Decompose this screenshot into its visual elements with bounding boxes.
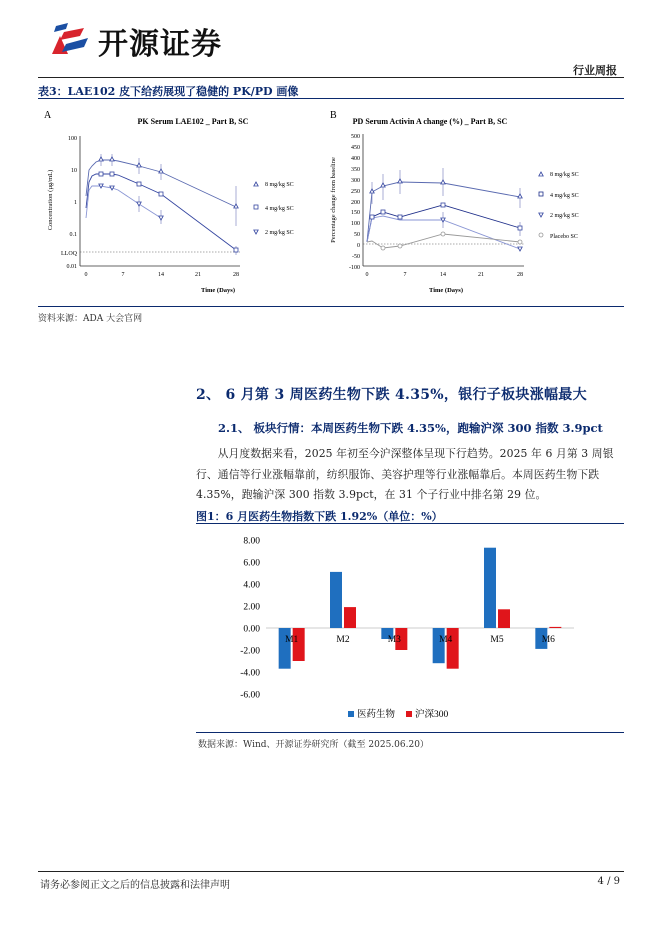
subsection-heading: 2.1、 板块行情：本周医药生物下跌 4.35%，跑输沪深 300 指数 3.9pct <box>218 421 603 435</box>
pk-x-tick: 21 <box>195 272 201 278</box>
pd-legend-2mg: 2 mg/kg SC <box>550 213 579 219</box>
pd-x-tick: 21 <box>478 272 484 278</box>
pk-y-label: Concentration (µg/mL) <box>47 169 54 231</box>
pd-x-label: Time (Days) <box>428 287 464 294</box>
pd-legend-placebo: Placebo SC <box>550 234 578 240</box>
pk-panel-title: PK Serum LAE102 _ Part B, SC <box>137 117 249 126</box>
pd-y-label: Percentage change from baseline <box>330 157 337 243</box>
y-tick-label: 6.00 <box>243 558 260 569</box>
monthly-return-chart <box>196 526 624 730</box>
bar-csi300-M6 <box>549 627 561 628</box>
figure1-caption: 图1：6 月医药生物指数下跌 1.92%（单位：%） <box>196 510 443 523</box>
pk-x-tick: 7 <box>121 272 125 278</box>
pd-y-tick: 400 <box>351 156 360 162</box>
bar-medicine-M5 <box>484 548 496 628</box>
bar-csi300-M2 <box>344 607 356 628</box>
pk-y-tick: 0.01 <box>66 264 77 270</box>
pk-y-tick: LLOQ <box>61 251 77 257</box>
y-tick-label: 2.00 <box>243 602 260 613</box>
figure1-top-rule <box>196 523 624 524</box>
pk-panel-letter: A <box>44 110 52 121</box>
pd-y-tick: 350 <box>351 167 360 173</box>
legend-label-csi300: 沪深300 <box>415 710 449 720</box>
pd-series-4mg <box>367 205 520 242</box>
pk-y-tick: 1 <box>74 200 77 206</box>
figure1-bottom-rule <box>196 732 624 733</box>
pk-legend-8mg: 8 mg/kg SC <box>265 182 294 188</box>
legend-label-medicine: 医药生物 <box>357 710 396 720</box>
pd-panel-letter: B <box>330 110 337 121</box>
bar-medicine-M2 <box>330 572 342 628</box>
pd-panel-title: PD Serum Activin A change (%) _ Part B, SC <box>352 117 508 126</box>
pd-legend-4mg: 4 mg/kg SC <box>550 193 579 199</box>
y-tick-label: -2.00 <box>240 646 260 657</box>
x-tick-label: M4 <box>439 635 453 645</box>
pk-panel <box>38 104 328 308</box>
pd-y-tick: -100 <box>349 265 360 271</box>
table3-bottom-rule <box>38 306 624 307</box>
pd-y-tick: 0 <box>357 243 360 249</box>
pd-x-tick: 28 <box>517 272 523 278</box>
bar-csi300-M5 <box>498 609 510 628</box>
legend-swatch-medicine <box>348 711 354 717</box>
footer-divider <box>38 871 624 872</box>
pk-y-tick: 100 <box>68 136 77 142</box>
x-tick-label: M5 <box>490 635 504 645</box>
header-divider <box>38 77 624 78</box>
pd-y-tick: 300 <box>351 178 360 184</box>
pk-x-tick: 28 <box>233 272 239 278</box>
body-paragraph: 从月度数据来看，2025 年初至今沪深整体呈现下行趋势。2025 年 6 月第 3 周银行、通信等行业涨幅靠前，纺织服饰、美容护理等行业涨幅靠后。本周医药生物下跌 4.35%，跑输沪深 300 指数 3.9pct，在 31 个子行业中排名第 29 位。 <box>196 447 614 501</box>
table3-top-rule <box>38 98 624 99</box>
brand-name: 开源证券 <box>98 27 222 62</box>
table3-caption: 表3：LAE102 皮下给药展现了稳健的 PK/PD 画像 <box>38 85 299 98</box>
x-tick-label: M3 <box>387 635 401 645</box>
y-tick-label: -6.00 <box>240 690 260 701</box>
pd-y-tick: 50 <box>354 232 360 238</box>
pk-x-tick: 14 <box>158 272 164 278</box>
table3-source: 资料来源：ADA 大会官网 <box>38 314 143 324</box>
pd-panel <box>326 104 626 308</box>
report-type-tag: 行业周报 <box>573 64 617 77</box>
pk-y-tick: 0.1 <box>69 232 77 238</box>
x-tick-label: M1 <box>285 635 299 645</box>
figure1-source: 数据来源：Wind、开源证券研究所（截至 2025.06.20） <box>198 740 429 750</box>
pd-x-tick: 14 <box>440 272 446 278</box>
brand-logo-icon <box>46 20 92 62</box>
pd-y-tick: 450 <box>351 145 360 151</box>
page-number: 4 / 9 <box>597 876 620 887</box>
pd-legend-8mg: 8 mg/kg SC <box>550 172 579 178</box>
pk-series-2mg <box>86 186 161 218</box>
pd-y-tick: 150 <box>351 210 360 216</box>
y-tick-label: 4.00 <box>243 580 260 591</box>
pk-x-label: Time (Days) <box>200 287 236 294</box>
pd-x-tick: 0 <box>365 272 369 278</box>
y-tick-label: 0.00 <box>243 624 260 635</box>
section-heading: 2、 6 月第 3 周医药生物下跌 4.35%，银行子板块涨幅最大 <box>196 387 587 403</box>
y-tick-label: -4.00 <box>240 668 260 679</box>
y-tick-label: 8.00 <box>243 536 260 547</box>
legend-swatch-csi300 <box>406 711 412 717</box>
pd-y-tick: 250 <box>351 189 360 195</box>
pk-legend-2mg: 2 mg/kg SC <box>265 230 294 236</box>
pd-y-tick: 500 <box>351 134 360 140</box>
footer-disclaimer: 请务必参阅正文之后的信息披露和法律声明 <box>40 880 230 891</box>
pd-x-tick: 7 <box>403 272 407 278</box>
x-tick-label: M2 <box>336 635 350 645</box>
pd-y-tick: 100 <box>351 221 360 227</box>
pk-legend-4mg: 4 mg/kg SC <box>265 206 294 212</box>
pk-y-tick: 10 <box>71 168 77 174</box>
pk-x-tick: 0 <box>84 272 88 278</box>
brand-logo <box>46 20 222 62</box>
bar-medicine-M4 <box>433 628 445 663</box>
pd-y-tick: -50 <box>352 254 360 260</box>
pd-y-tick: 200 <box>351 200 360 206</box>
x-tick-label: M6 <box>541 635 555 645</box>
